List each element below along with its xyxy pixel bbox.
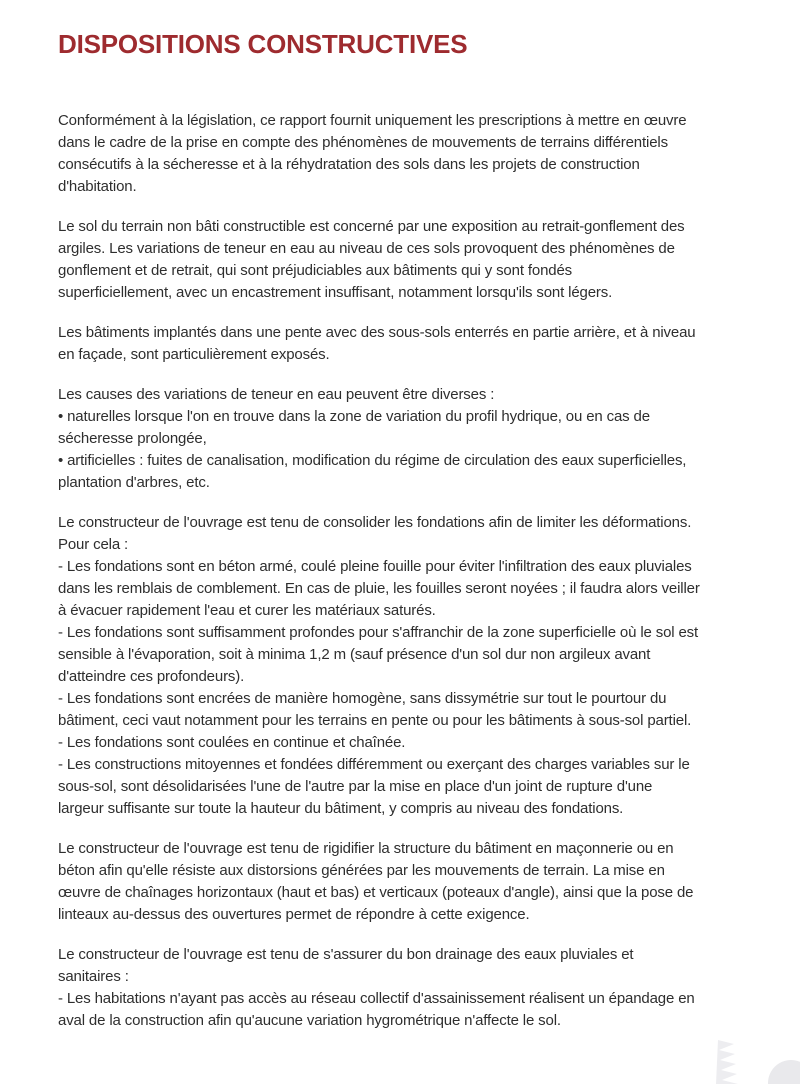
text-line: d'atteindre ces profondeurs).: [58, 668, 245, 685]
paragraph-batiments-pente: [58, 322, 780, 366]
document-body: [58, 110, 780, 1032]
zigzag-shape: [716, 1040, 738, 1084]
text-line: - Les fondations sont encrées de manière homogène, sans dissymétrie sur tout le pourtour du: [58, 690, 667, 707]
paragraph-causes-variations: [58, 384, 780, 494]
text-line: consécutifs à la sécheresse et à la réhydratation des sols dans les projets de construction: [58, 156, 640, 173]
paragraph-drainage: [58, 944, 780, 1032]
text-line: superficiellement, avec un encastrement insuffisant, notamment lorsqu'ils sont légers.: [58, 284, 613, 301]
paragraph-legislation: [58, 110, 780, 198]
zigzag-watermark-icon: [712, 1040, 744, 1084]
text-line: bâtiment, ceci vaut notamment pour les terrains en pente ou pour les bâtiments à sous-sol partiel.: [58, 712, 692, 729]
text-line: - Les fondations sont coulées en continue et chaînée.: [58, 734, 406, 751]
text-line: sanitaires :: [58, 968, 129, 985]
text-line: linteaux au-dessus des ouvertures permet de répondre à cette exigence.: [58, 906, 530, 923]
text-line: Les bâtiments implantés dans une pente avec des sous-sols enterrés en partie arrière, et à niveau: [58, 324, 696, 341]
text-line: Les causes des variations de teneur en eau peuvent être diverses :: [58, 386, 495, 403]
text-line: à évacuer rapidement l'eau et curer les matériaux saturés.: [58, 602, 436, 619]
text-line: dans les remblais de comblement. En cas de pluie, les fouilles seront noyées ; il faudra alors veiller: [58, 580, 700, 597]
text-line: - Les constructions mitoyennes et fondées différemment ou exerçant des charges variables sur le: [58, 756, 690, 773]
text-line: béton afin qu'elle résiste aux distorsions générées par les mouvements de terrain. La mise en: [58, 862, 665, 879]
text-line: plantation d'arbres, etc.: [58, 474, 210, 491]
text-line: • artificielles : fuites de canalisation, modification du régime de circulation des eaux superficielles,: [58, 452, 687, 469]
text-line: sécheresse prolongée,: [58, 430, 207, 447]
text-line: en façade, sont particulièrement exposés.: [58, 346, 330, 363]
text-line: Pour cela :: [58, 536, 129, 553]
text-line: - Les fondations sont en béton armé, coulé pleine fouille pour éviter l'infiltration des eaux pluviales: [58, 558, 692, 575]
text-line: dans le cadre de la prise en compte des phénomènes de mouvements de terrains différentiels: [58, 134, 668, 151]
circle-watermark-icon: [768, 1060, 800, 1084]
text-line: Le constructeur de l'ouvrage est tenu de rigidifier la structure du bâtiment en maçonnerie ou en: [58, 840, 674, 857]
text-line: Le sol du terrain non bâti constructible est concerné par une exposition au retrait-gonflement des: [58, 218, 685, 235]
text-line: sous-sol, sont désolidarisées l'une de l'autre par la mise en place d'un joint de rupture d'une: [58, 778, 653, 795]
text-line: sensible à l'évaporation, soit à minima 1,2 m (sauf présence d'un sol dur non argileux avant: [58, 646, 651, 663]
text-line: Le constructeur de l'ouvrage est tenu de s'assurer du bon drainage des eaux pluviales et: [58, 946, 634, 963]
text-line: largeur suffisante sur toute la hauteur du bâtiment, y compris au niveau des fondations.: [58, 800, 624, 817]
text-line: d'habitation.: [58, 178, 137, 195]
text-line: - Les fondations sont suffisamment profondes pour s'affranchir de la zone superficielle où le sol est: [58, 624, 699, 641]
paragraph-consolider-fondations: [58, 512, 780, 820]
text-line: • naturelles lorsque l'on en trouve dans la zone de variation du profil hydrique, ou en cas de: [58, 408, 650, 425]
text-line: gonflement et de retrait, qui sont préjudiciables aux bâtiments qui y sont fondés: [58, 262, 572, 279]
text-line: Le constructeur de l'ouvrage est tenu de consolider les fondations afin de limiter les déformations.: [58, 514, 692, 531]
paragraph-rigidifier-structure: [58, 838, 780, 926]
text-line: - Les habitations n'ayant pas accès au réseau collectif d'assainissement réalisent un épandage en: [58, 990, 695, 1007]
paragraph-sol-terrain: [58, 216, 780, 304]
text-line: Conformément à la législation, ce rapport fournit uniquement les prescriptions à mettre en œuvre: [58, 112, 687, 129]
page-title: DISPOSITIONS CONSTRUCTIVES: [58, 29, 468, 59]
text-line: argiles. Les variations de teneur en eau au niveau de ces sols provoquent des phénomènes de: [58, 240, 675, 257]
text-line: aval de la construction afin qu'aucune variation hygrométrique n'affecte le sol.: [58, 1012, 561, 1029]
text-line: œuvre de chaînages horizontaux (haut et bas) et verticaux (poteaux d'angle), ainsi que la pose de: [58, 884, 694, 901]
